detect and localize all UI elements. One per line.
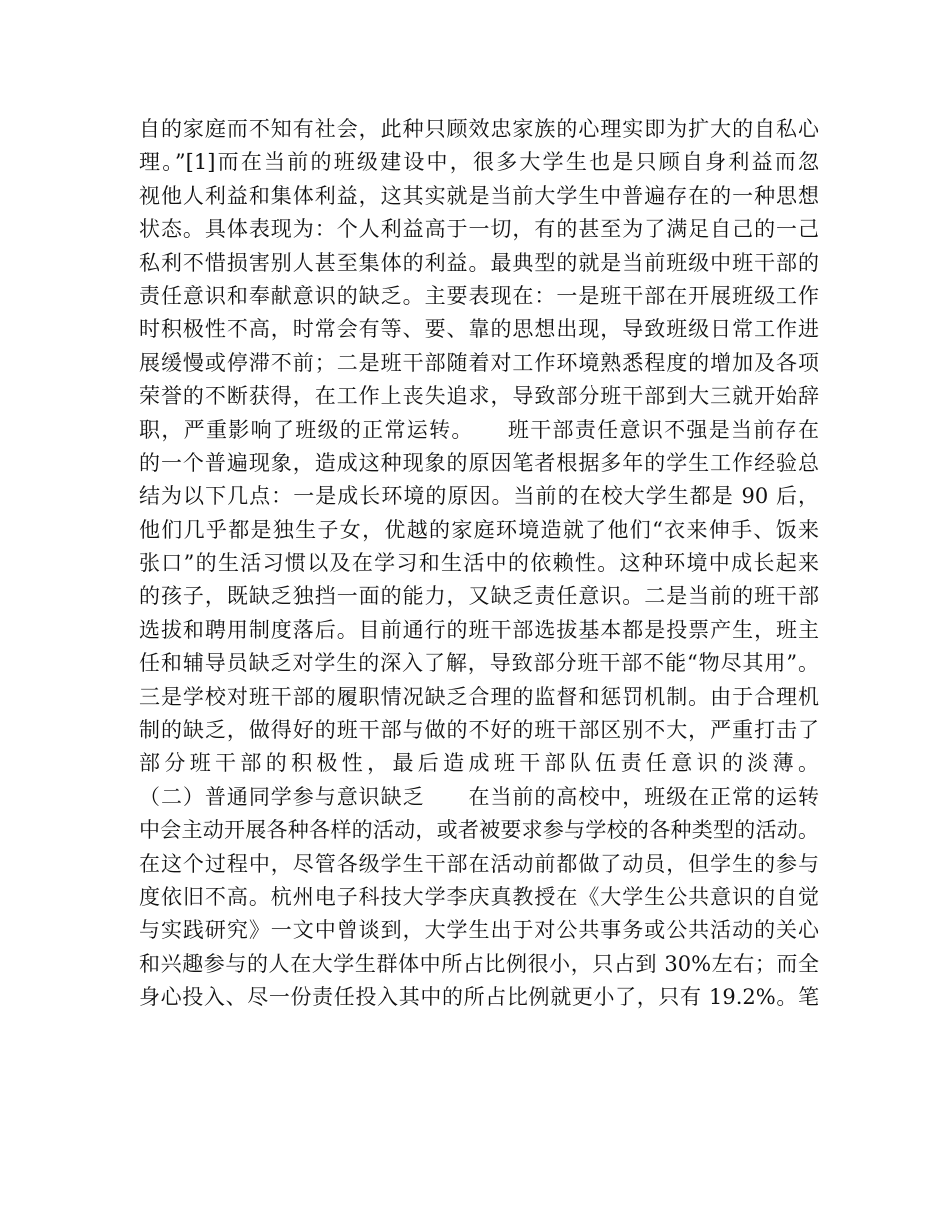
text-line: 荣誉的不断获得，在工作上丧失追求，导致部分班干部到大三就开始辞 — [139, 384, 819, 409]
text-line: 与实践研究》一文中曾谈到，大学生出于对公共事务或公共活动的关心 — [139, 918, 819, 943]
text-line: 理。”[1]而在当前的班级建设中，很多大学生也是只顾自身利益而忽 — [139, 150, 819, 175]
text-line: 展缓慢或停滞不前；二是班干部随着对工作环境熟悉程度的增加及各项 — [139, 350, 819, 375]
text-line: 张口”的生活习惯以及在学习和生活中的依赖性。这种环境中成长起来 — [139, 551, 819, 576]
text-line: 的孩子，既缺乏独挡一面的能力，又缺乏责任意识。二是当前的班干部 — [139, 584, 819, 609]
text-line: 中会主动开展各种各样的活动，或者被要求参与学校的各种类型的活动。 — [139, 818, 819, 843]
text-line: 视他人利益和集体利益，这其实就是当前大学生中普遍存在的一种思想 — [139, 183, 819, 208]
body-text — [139, 113, 819, 1015]
text-line: 他们几乎都是独生子女，优越的家庭环境造就了他们“衣来伸手、饭来 — [139, 517, 819, 542]
text-line: 制的缺乏，做得好的班干部与做的不好的班干部区别不大，严重打击了 — [139, 718, 819, 743]
text-line: 三是学校对班干部的履职情况缺乏合理的监督和惩罚机制。由于合理机 — [139, 684, 819, 709]
text-line: 任和辅导员缺乏对学生的深入了解，导致部分班干部不能“物尽其用”。 — [139, 651, 819, 676]
text-line: 和兴趣参与的人在大学生群体中所占比例很小，只占到 30%左右；而全 — [139, 951, 819, 976]
text-line: 部分班干部的积极性，最后造成班干部队伍责任意识的淡薄。 — [139, 751, 819, 776]
text-line: 度依旧不高。杭州电子科技大学李庆真教授在《大学生公共意识的自觉 — [139, 884, 819, 909]
text-line: 责任意识和奉献意识的缺乏。主要表现在：一是班干部在开展班级工作 — [139, 283, 819, 308]
text-line: 私利不惜损害别人甚至集体的利益。最典型的就是当前班级中班干部的 — [139, 250, 819, 275]
text-line: 选拔和聘用制度落后。目前通行的班干部选拔基本都是投票产生，班主 — [139, 617, 819, 642]
text-line: 自的家庭而不知有社会，此种只顾效忠家族的心理实即为扩大的自私心 — [139, 117, 819, 141]
section-heading-line: （二）普通同学参与意识缺乏 在当前的高校中，班级在正常的运转 — [139, 784, 819, 809]
text-line: 状态。具体表现为：个人利益高于一切，有的甚至为了满足自己的一己 — [139, 217, 819, 242]
text-line: 的一个普遍现象，造成这种现象的原因笔者根据多年的学生工作经验总 — [139, 450, 819, 475]
text-line: 职，严重影响了班级的正常运转。 班干部责任意识不强是当前存在 — [139, 417, 819, 442]
text-line: 时积极性不高，时常会有等、要、靠的思想出现，导致班级日常工作进 — [139, 317, 819, 342]
text-line: 在这个过程中，尽管各级学生干部在活动前都做了动员，但学生的参与 — [139, 851, 819, 876]
text-line: 结为以下几点：一是成长环境的原因。当前的在校大学生都是 90 后， — [139, 484, 819, 509]
text-line: 身心投入、尽一份责任投入其中的所占比例就更小了，只有 19.2%。笔 — [139, 985, 819, 1010]
